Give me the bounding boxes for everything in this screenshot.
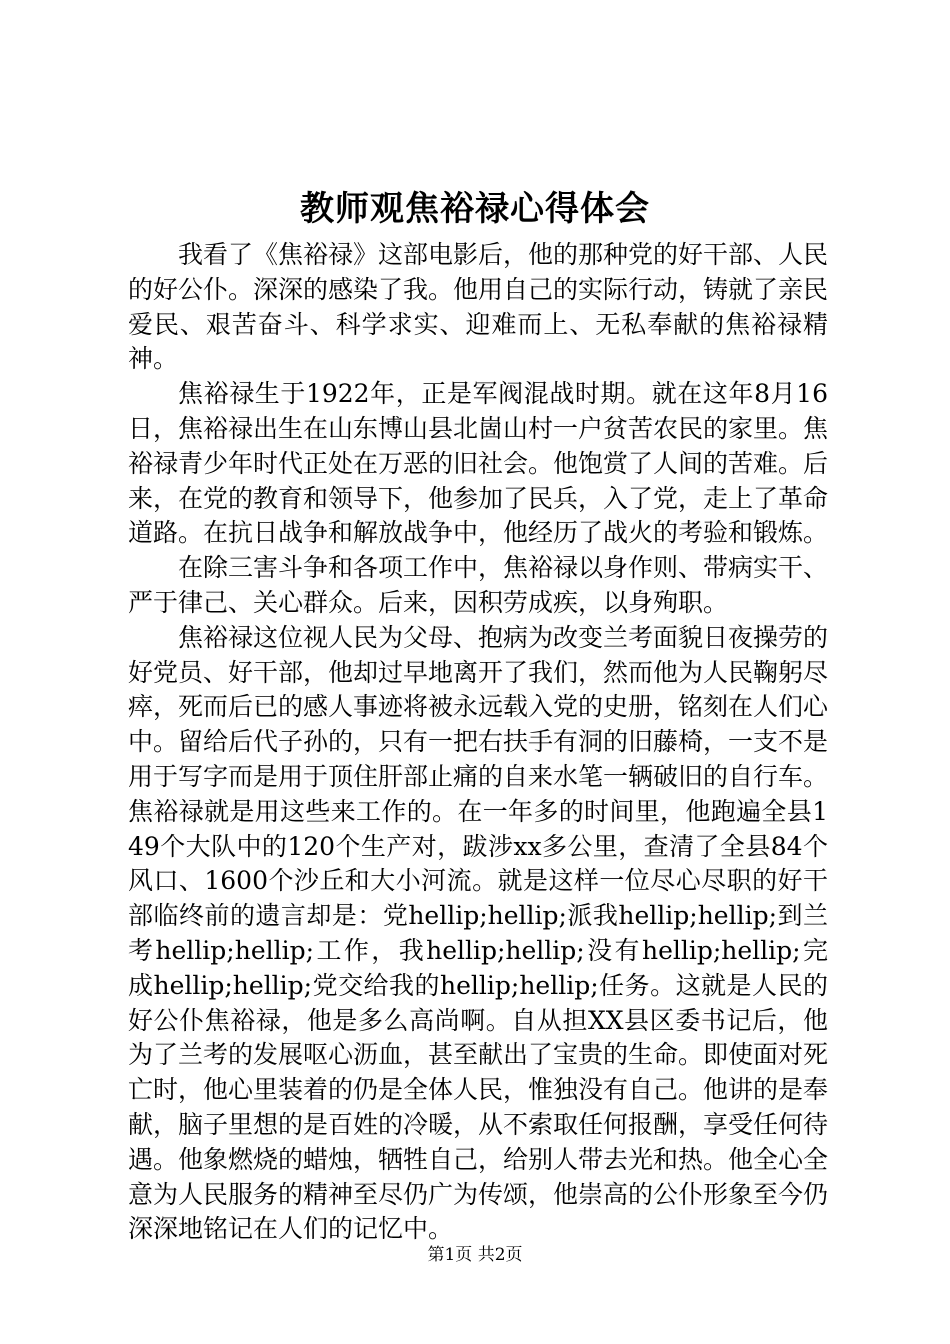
document-body	[128, 238, 828, 1247]
paragraph-2: 焦裕禄生于1922年，正是军阀混战时期。就在这年8月16日，焦裕禄出生在山东博山县北崮山村一户贫苦农民的家里。焦裕禄青少年时代正处在万恶的旧社会。他饱赏了人间的苦难。后来，在党的教育和领导下，他参加了民兵，入了党，走上了革命道路。在抗日战争和解放战争中，他经历了战火的考验和锻炼。	[128, 379, 829, 548]
paragraph-3: 在除三害斗争和各项工作中，焦裕禄以身作则、带病实干、严于律己、关心群众。后来，因积劳成疾，以身殉职。	[128, 553, 829, 617]
paragraph-4: 焦裕禄这位视人民为父母、抱病为改变兰考面貌日夜操劳的好党员、好干部，他却过早地离开了我们，然而他为人民鞠躬尽瘁，死而后已的感人事迹将被永远载入党的史册，铭刻在人们心中。留给后代子孙的，只有一把右扶手有洞的旧藤椅，一支不是用于写字而是用于顶住肝部止痛的自来水笔一辆破旧的自行车。焦裕禄就是用这些来工作的。在一年多的时间里，他跑遍全县149个大队中的120个生产对，跋涉xx多公里，查清了全县84个风口、1600个沙丘和大小河流。就是这样一位尽心尽职的好干部临终前的遗言却是：党hellip;hellip;派我hellip;hellip;到兰考hellip;hellip;工作，我hellip;hellip;没有hellip;hellip;完成hellip;hellip;党交给我的hellip;hellip;任务。这就是人民的好公仆焦裕禄，他是多么高尚啊。自从担XX县区委书记后，他为了兰考的发展呕心沥血，甚至献出了宝贵的生命。即使面对死亡时，他心里装着的仍是全体人民，惟独没有自己。他讲的是奉献，脑子里想的是百姓的冷暖，从不索取任何报酬，享受任何待遇。他象燃烧的蜡烛，牺牲自己，给别人带去光和热。他全心全意为人民服务的精神至尽仍广为传颂，他崇高的公仆形象至今仍深深地铭记在人们的记忆中。	[128, 622, 829, 1244]
document-title: 教师观焦裕禄心得体会	[300, 189, 650, 229]
page-number-footer: 第1页 共2页	[427, 1245, 523, 1265]
paragraph-1: 我看了《焦裕禄》这部电影后，他的那种党的好干部、人民的好公仆。深深的感染了我。他用自己的实际行动，铸就了亲民爱民、艰苦奋斗、科学求实、迎难而上、无私奉献的焦裕禄精神。	[128, 240, 829, 374]
